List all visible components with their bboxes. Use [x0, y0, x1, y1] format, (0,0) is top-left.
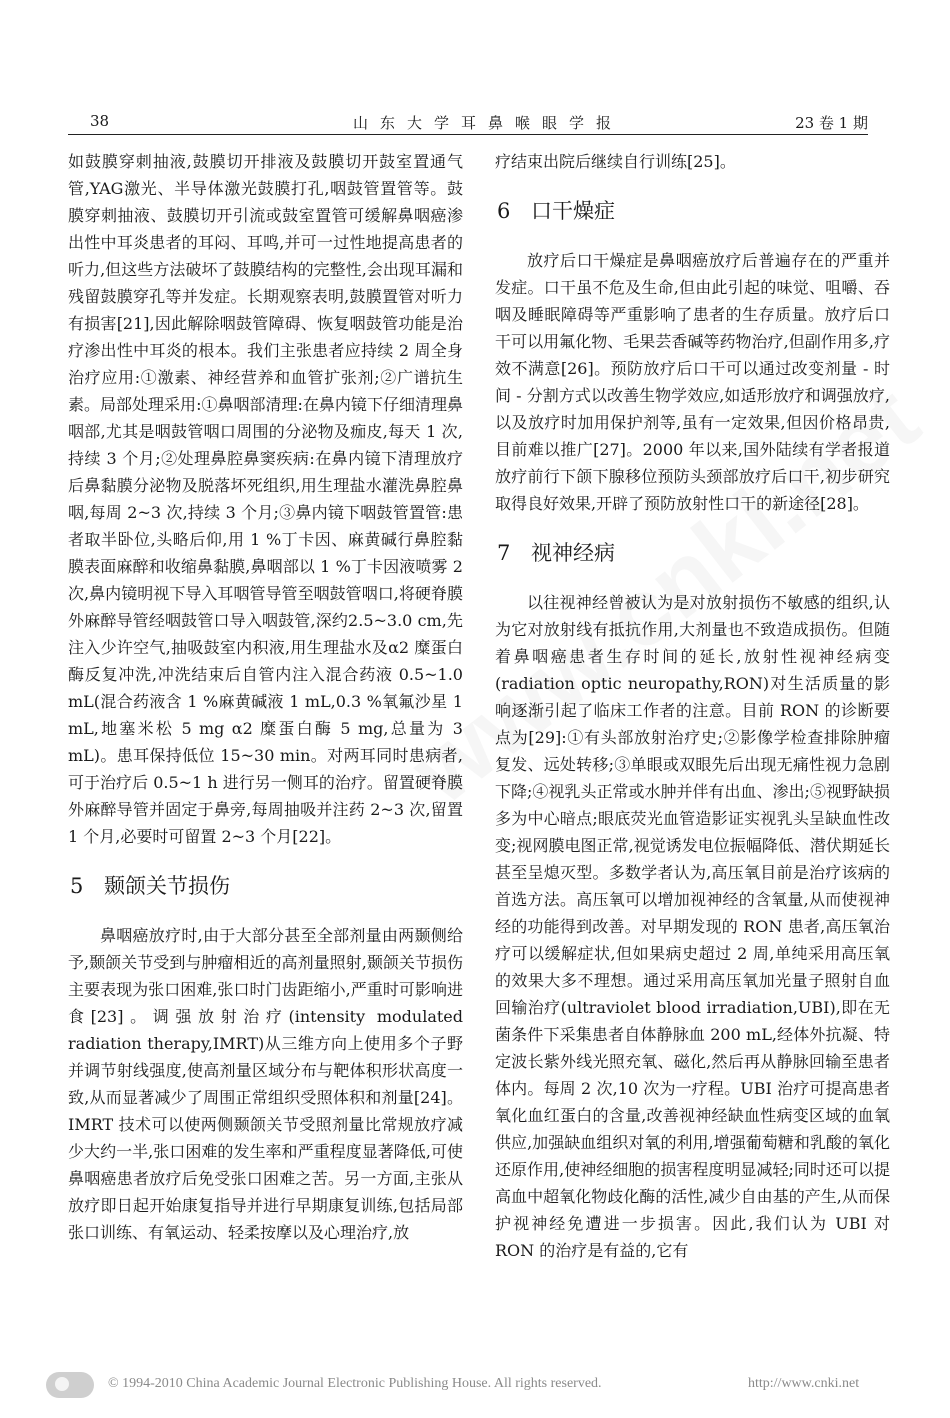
section-heading-7 — [495, 517, 890, 589]
journal-title: 山东大学耳鼻喉眼学报 — [353, 114, 624, 132]
body-paragraph: 放疗后口干燥症是鼻咽癌放疗后普遍存在的严重并发症。口干虽不危及生命,但由此引起的味觉、咀嚼、吞咽及睡眠障碍等严重影响了患者的生存质量。放疗后口干可以用氟化物、毛果芸香碱等药物治疗,但副作用多,疗效不满意[26]。预防放疗后口干可以通过改变剂量 - 时间 - 分割方式以改善生物学效应,如适形放疗和调强放疗,以及放疗时加用保护剂等,虽有一定效果,但因价格昂贵,目前难以推广[27]。2000 年以来,国外陆续有学者报道放疗前行下颌下腺移位预防头颈部放疗后口干,初步研究取得良好效果,开辟了预防放射性口干的新途径[28]。 — [495, 251, 890, 513]
section-number: 7 — [497, 541, 511, 565]
section-title: 口干燥症 — [531, 199, 615, 223]
right-column — [495, 148, 890, 1264]
volume-issue: 23 卷 1 期 — [795, 114, 868, 132]
page-footer — [40, 1372, 920, 1402]
body-paragraph: 疗结束出院后继续自行训练[25]。 — [495, 152, 736, 171]
section-title: 颞颌关节损伤 — [104, 874, 230, 898]
publisher-logo-icon — [46, 1372, 94, 1398]
section-number: 6 — [497, 199, 511, 223]
footer-url[interactable]: http://www.cnki.net — [748, 1376, 860, 1391]
section-heading-5 — [68, 850, 463, 922]
page-number: 38 — [90, 112, 110, 130]
page-header — [68, 104, 868, 135]
section-title: 视神经病 — [531, 541, 615, 565]
body-paragraph: 以往视神经曾被认为是对放射损伤不敏感的组织,认为它对放射线有抵抗作用,大剂量也不致造成损伤。但随着鼻咽癌患者生存时间的延长,放射性视神经病变(radiation optic neuropathy,RON)对生活质量的影响逐渐引起了临床工作者的注意。目前 RON 的诊断要点为[29]:①有头部放射治疗史;②影像学检查排除肿瘤复发、远处转移;③单眼或双眼先后出现无痛性视力急剧下降;④视乳头正常或水肿并伴有出血、渗出;⑤视野缺损多为中心暗点;眼底荧光血管造影证实视乳头呈缺血性改变;视网膜电图正常,视觉诱发电位振幅降低、潜伏期延长甚至呈熄灭型。多数学者认为,高压氧目前是治疗该病的首选方法。高压氧可以增加视神经的含氧量,从而使视神经的功能得到改善。对早期发现的 RON 患者,高压氧治疗可以缓解症状,但如果病史超过 2 周,单纯采用高压氧的效果大多不理想。通过采用高压氧加光量子照射自血回输治疗(ultraviolet blood irradiation,UBI),即在无菌条件下采集患者自体静脉血 200 mL,经体外抗凝、特定波长紫外线光照充氧、磁化,然后再从静脉回输至患者体内。每周 2 次,10 次为一疗程。UBI 治疗可提高患者氧化血红蛋白的含量,改善视神经缺血性病变区域的血氧供应,加强缺血组织对氧的利用,增强葡萄糖和乳酸的氧化还原作用,使神经细胞的损害程度明显减轻;同时还可以提高血中超氧化物歧化酶的活性,减少自由基的产生,从而保护视神经免遭进一步损害。因此,我们认为 UBI 对 RON 的治疗是有益的,它有 — [495, 593, 890, 1260]
left-column — [68, 148, 463, 1246]
copyright-notice: © 1994-2010 China Academic Journal Electronic Publishing House. All rights reserved. — [108, 1376, 602, 1391]
section-heading-6 — [495, 175, 890, 247]
body-paragraph: 如鼓膜穿刺抽液,鼓膜切开排液及鼓膜切开鼓室置通气管,YAG激光、半导体激光鼓膜打孔,咽鼓管置管等。鼓膜穿刺抽液、鼓膜切开引流或鼓室置管可缓解鼻咽癌渗出性中耳炎患者的耳闷、耳鸣,并可一过性地提高患者的听力,但这些方法破坏了鼓膜结构的完整性,会出现耳漏和残留鼓膜穿孔等并发症。长期观察表明,鼓膜置管对听力有损害[21],因此解除咽鼓管障碍、恢复咽鼓管功能是治疗渗出性中耳炎的根本。我们主张患者应持续 2 周全身治疗应用:①激素、神经营养和血管扩张剂;②广谱抗生素。局部处理采用:①鼻咽部清理:在鼻内镜下仔细清理鼻咽部,尤其是咽鼓管咽口周围的分泌物及痂皮,每天 1 次,持续 3 个月;②处理鼻腔鼻窦疾病:在鼻内镜下清理放疗后鼻黏膜分泌物及脱落坏死组织,用生理盐水灌洗鼻腔鼻咽,每周 2~3 次,持续 3 个月;③鼻内镜下咽鼓管置管:患者取半卧位,头略后仰,用 1 %丁卡因、麻黄碱行鼻腔黏膜表面麻醉和收缩鼻黏膜,鼻咽部以 1 %丁卡因液喷雾 2 次,鼻内镜明视下导入耳咽管导管至咽鼓管咽口,将硬脊膜外麻醉导管经咽鼓管口导入咽鼓管,深约2.5~3.0 cm,先注入少许空气,抽吸鼓室内积液,用生理盐水及α2 糜蛋白酶反复冲洗,冲洗结束后自管内注入混合药液 0.5~1.0 mL(混合药液含 1 %麻黄碱液 1 mL,0.3 %氧氟沙星 1 mL,地塞米松 5 mg α2 糜蛋白酶 5 mg,总量为 3 mL)。患耳保持低位 15~30 min。对两耳同时患病者,可于治疗后 0.5~1 h 进行另一侧耳的治疗。留置硬脊膜外麻醉导管并固定于鼻旁,每周抽吸并注药 2~3 次,留置 1 个月,必要时可留置 2~3 个月[22]。 — [68, 152, 463, 846]
section-number: 5 — [70, 874, 84, 898]
body-paragraph: 鼻咽癌放疗时,由于大部分甚至全部剂量由两颞侧给予,颞颌关节受到与肿瘤相近的高剂量照射,颞颌关节损伤主要表现为张口困难,张口时门齿距缩小,严重时可影响进食[23]。调强放射治疗(intensity modulated radiation therapy,IMRT)从三维方向上使用多个子野并调节射线强度,使高剂量区域分布与靶体积形状高度一致,从而显著减少了周围正常组织受照体积和剂量[24]。IMRT 技术可以使两侧颞颌关节受照剂量比常规放疗减少大约一半,张口困难的发生率和严重程度显著降低,可使鼻咽癌患者放疗后免受张口困难之苦。另一方面,主张从放疗即日起开始康复指导并进行早期康复训练,包括局部张口训练、有氧运动、轻柔按摩以及心理治疗,放 — [68, 926, 463, 1242]
